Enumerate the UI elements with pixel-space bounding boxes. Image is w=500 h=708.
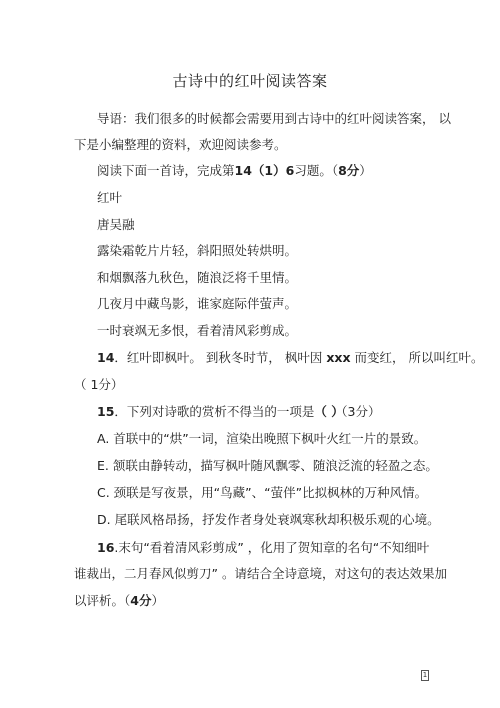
poem-line: 和烟飘落九秋色，随浪泛将千里情。: [97, 270, 298, 285]
question-16-line-3-end: ）: [151, 593, 164, 608]
question-15: [97, 404, 344, 420]
instruction-number: 14（1）6: [234, 163, 295, 178]
question-16-line-3-prefix: 以评析。（: [74, 593, 131, 608]
question-16-line-2: 谁裁出，二月春风似剪刀” 。请结合全诗意境，对这句的表达效果加: [74, 566, 447, 581]
instruction-line: [97, 163, 372, 179]
question-16-line-3: [74, 593, 164, 609]
poem-title: 红叶: [97, 190, 123, 205]
question-14-score: （ 1分）: [74, 377, 124, 392]
option-a: A. 首联中的“烘”一词，渲染出晚照下枫叶火红一片的景致。: [97, 431, 427, 446]
question-16-line-1: [97, 540, 429, 556]
option-d: D. 尾联风格昂扬，抒发作者身处衰飒寒秋却积极乐观的心境。: [97, 512, 440, 527]
question-14-blank: xxx: [326, 350, 351, 365]
page-number: 1: [422, 671, 428, 679]
page-title: 古诗中的红叶阅读答案: [172, 72, 328, 90]
question-15-number: 15: [97, 404, 115, 419]
option-c: C. 颈联是写夜景，用“鸟藏”、“萤伴”比拟枫林的万种风情。: [97, 485, 428, 500]
question-15-blank: （ ）: [314, 404, 344, 419]
poem-line: 露染霜乾片片轻，斜阳照处转烘明。: [97, 243, 298, 258]
question-14-text-end: 而变红， 所以叫红叶。: [350, 350, 484, 365]
poem-line: 一时衰飒无多恨，看着清风彩剪成。: [97, 323, 298, 338]
question-15-text: ．下列对诗歌的赏析不得当的一项是: [114, 404, 315, 419]
instruction-score: 8分: [338, 163, 360, 178]
question-15-score: （3分）: [335, 404, 381, 419]
question-14-number: 14: [97, 350, 115, 365]
question-14: [97, 350, 483, 366]
intro-line-1: 导语：我们很多的时候都会需要用到古诗中的红叶阅读答案， 以: [97, 111, 451, 126]
intro-line-2: 下是小编整理的资料，欢迎阅读参考。: [74, 137, 287, 152]
instruction-prefix: 阅读下面一首诗，完成第: [97, 163, 235, 178]
question-16-score: 4分: [130, 593, 152, 608]
poem-author: 唐吴融: [97, 217, 135, 232]
question-14-text: ．红叶即枫叶。 到秋冬时节， 枫叶因: [114, 350, 327, 365]
question-16-number: 16: [97, 540, 115, 555]
question-16-text: .末句“看着清风彩剪成” ，化用了贺知章的名句“不知细叶: [114, 540, 430, 555]
option-e: E. 颔联由静转动，描写枫叶随风飘零、随浪泛流的轻盈之态。: [97, 458, 438, 473]
poem-line: 几夜月中藏鸟影，谁家庭际伴萤声。: [97, 296, 298, 311]
instruction-middle: 习题。（: [294, 163, 339, 178]
instruction-end: ）: [359, 163, 372, 178]
